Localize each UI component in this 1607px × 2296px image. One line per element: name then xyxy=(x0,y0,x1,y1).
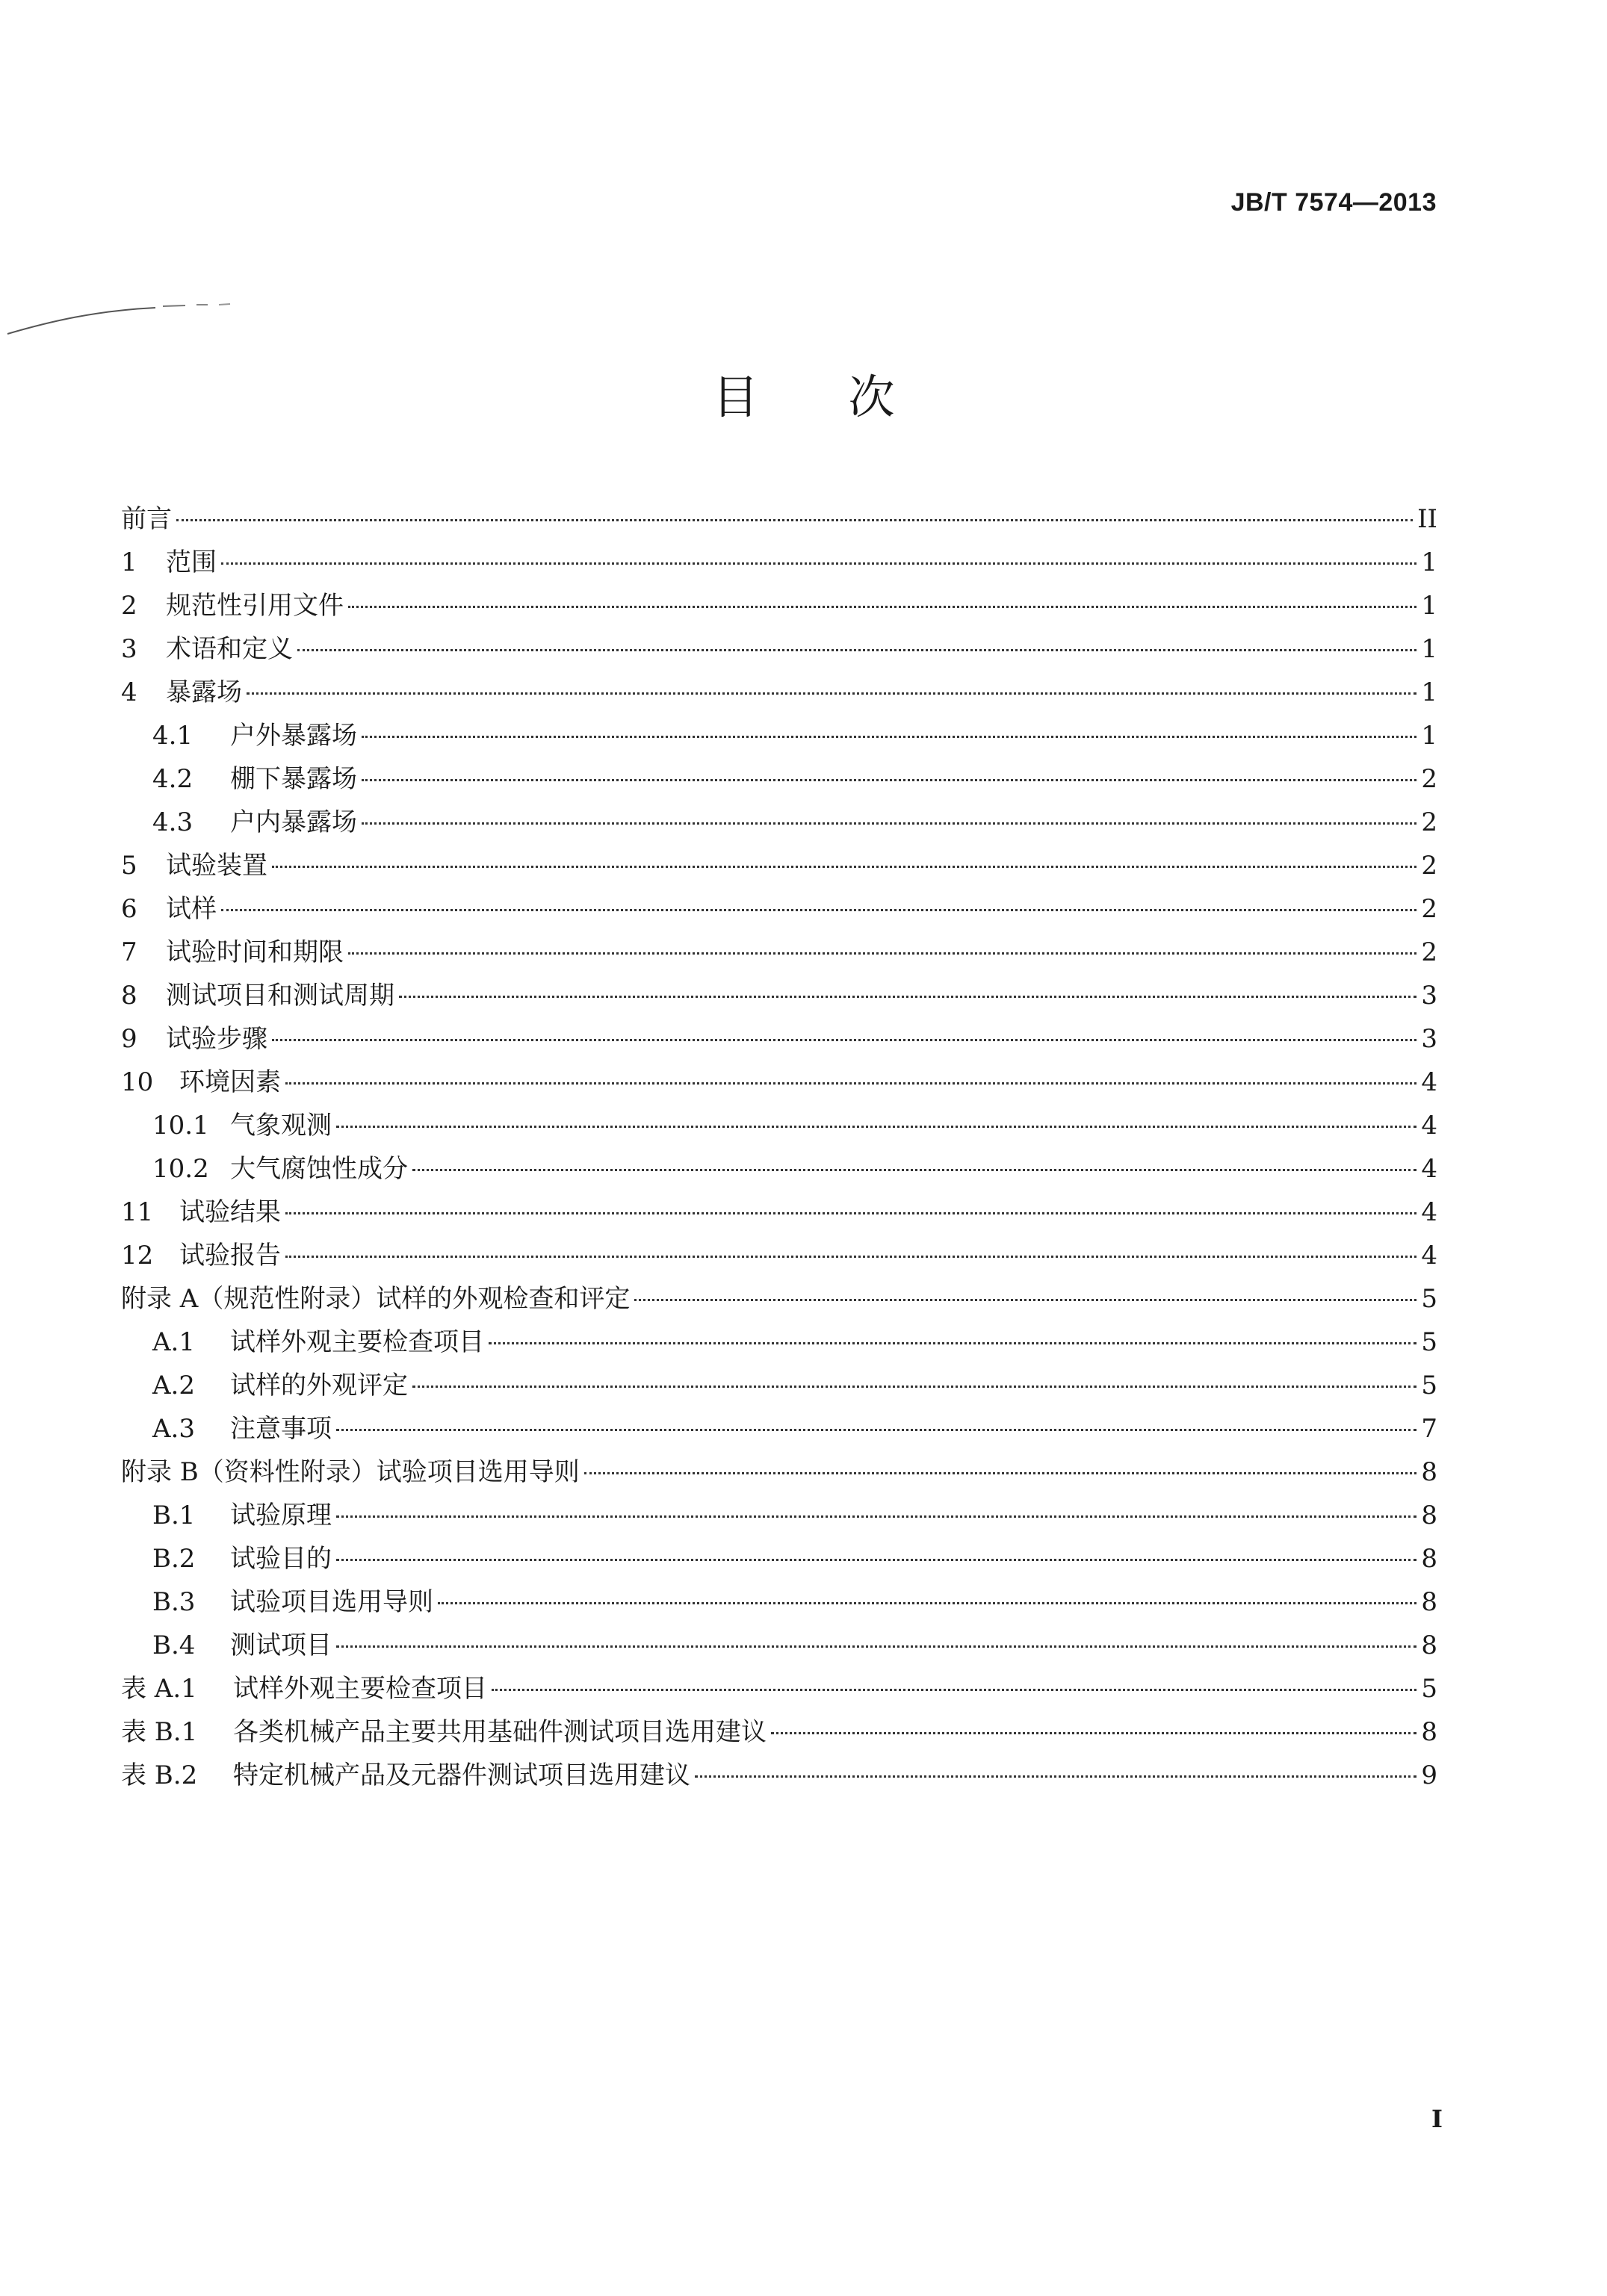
toc-entry-title: 前言 xyxy=(121,504,172,534)
toc-entry-title: 试验步骤 xyxy=(166,1024,267,1054)
toc-entry-page: 4 xyxy=(1421,1111,1437,1141)
toc-dot-leader xyxy=(634,1299,1416,1301)
toc-entry[interactable] xyxy=(121,714,1437,757)
toc-dot-leader xyxy=(272,866,1416,868)
toc-entry-page: 2 xyxy=(1421,851,1437,881)
toc-entry-page: 8 xyxy=(1421,1501,1437,1530)
toc-entry-title: 试验目的 xyxy=(230,1544,332,1574)
toc-entry-title: 规范性引用文件 xyxy=(166,591,344,621)
toc-entry-title: 试验项目选用导则 xyxy=(230,1587,433,1617)
toc-entry-number: 11 xyxy=(121,1197,154,1227)
toc-entry[interactable] xyxy=(121,1580,1437,1624)
toc-entry-page: 2 xyxy=(1421,894,1437,924)
toc-dot-leader xyxy=(399,996,1416,998)
toc-dot-leader xyxy=(348,952,1416,955)
toc-entry-page: 1 xyxy=(1421,547,1437,577)
page-number: I xyxy=(1431,2105,1443,2133)
toc-entry[interactable] xyxy=(121,1624,1437,1667)
toc-entry-number: A.2 xyxy=(152,1371,195,1400)
toc-entry-title: 大气腐蚀性成分 xyxy=(230,1154,408,1184)
toc-entry[interactable] xyxy=(121,1191,1437,1234)
toc-entry-page: II xyxy=(1417,504,1437,534)
toc-entry-title: 试样 xyxy=(166,894,217,924)
toc-entry[interactable] xyxy=(121,974,1437,1017)
toc-entry-title: 附录 B（资料性附录）试验项目选用导则 xyxy=(121,1457,580,1487)
toc-dot-leader xyxy=(362,779,1416,781)
toc-entry-number: 7 xyxy=(121,937,137,967)
toc-entry-title: 测试项目和测试周期 xyxy=(166,981,394,1011)
toc-entry-page: 4 xyxy=(1421,1241,1437,1270)
toc-entry-number: 表 B.2 xyxy=(121,1760,198,1790)
toc-dot-leader xyxy=(297,649,1416,651)
toc-entry-number: 10 xyxy=(121,1067,154,1097)
toc-entry[interactable] xyxy=(121,1494,1437,1537)
toc-entry[interactable] xyxy=(121,844,1437,887)
toc-entry-number: 6 xyxy=(121,894,137,924)
toc-entry-number: B.1 xyxy=(152,1501,196,1530)
toc-dot-leader xyxy=(362,736,1416,738)
toc-entry-number: 表 A.1 xyxy=(121,1674,197,1704)
toc-dot-leader xyxy=(771,1732,1416,1734)
toc-entry-number: 3 xyxy=(121,634,137,664)
toc-entry[interactable] xyxy=(121,1407,1437,1450)
toc-dot-leader xyxy=(362,822,1416,825)
toc-entry-title: 试样外观主要检查项目 xyxy=(233,1674,487,1704)
toc-entry-title: 试验原理 xyxy=(230,1501,332,1530)
toc-entry-page: 8 xyxy=(1421,1587,1437,1617)
toc-entry[interactable] xyxy=(121,801,1437,844)
toc-entry-page: 8 xyxy=(1421,1544,1437,1574)
toc-entry-number: B.3 xyxy=(152,1587,196,1617)
toc-dot-leader xyxy=(285,1082,1416,1085)
toc-entry-page: 1 xyxy=(1421,677,1437,707)
toc-entry[interactable] xyxy=(121,1450,1437,1494)
toc-dot-leader xyxy=(285,1212,1416,1214)
toc-entry[interactable] xyxy=(121,1710,1437,1754)
toc-dot-leader xyxy=(221,909,1416,911)
toc-entry[interactable] xyxy=(121,627,1437,671)
toc-entry[interactable] xyxy=(121,931,1437,974)
toc-entry-number: 4.3 xyxy=(152,807,193,837)
toc-entry-title: 试验装置 xyxy=(166,851,267,881)
toc-entry-number: 表 B.1 xyxy=(121,1717,198,1747)
toc-entry-title: 测试项目 xyxy=(230,1631,332,1660)
toc-entry-title: 试验时间和期限 xyxy=(166,937,344,967)
toc-dot-leader xyxy=(584,1472,1417,1474)
toc-entry[interactable] xyxy=(121,584,1437,627)
toc-entry-title: 试验结果 xyxy=(179,1197,281,1227)
toc-entry-title: 户外暴露场 xyxy=(230,721,357,751)
toc-entry-title: 附录 A（规范性附录）试样的外观检查和评定 xyxy=(121,1284,631,1314)
toc-entry-title: 注意事项 xyxy=(230,1414,332,1444)
toc-entry-number: 4.1 xyxy=(152,721,193,751)
toc-entry-page: 8 xyxy=(1421,1457,1437,1487)
toc-entry-number: 2 xyxy=(121,591,137,621)
toc-entry-number: 1 xyxy=(121,547,137,577)
toc-entry-number: B.4 xyxy=(152,1631,196,1660)
toc-dot-leader xyxy=(336,1126,1416,1128)
toc-dot-leader xyxy=(412,1169,1416,1171)
toc-entry-page: 8 xyxy=(1421,1631,1437,1660)
toc-entry[interactable] xyxy=(121,1234,1437,1277)
toc-dot-leader xyxy=(336,1645,1416,1648)
page-title: 目次 xyxy=(712,370,985,424)
toc-entry[interactable] xyxy=(121,1321,1437,1364)
toc-entry-title: 环境因素 xyxy=(179,1067,281,1097)
toc-entry-page: 4 xyxy=(1421,1067,1437,1097)
toc-entry-number: A.3 xyxy=(152,1414,195,1444)
toc-entry-number: 4.2 xyxy=(152,764,193,794)
toc-dot-leader xyxy=(247,692,1416,695)
toc-entry[interactable] xyxy=(121,1667,1437,1710)
toc-entry-page: 5 xyxy=(1421,1674,1437,1704)
toc-entry-number: 10.2 xyxy=(152,1154,209,1184)
toc-entry-number: A.1 xyxy=(152,1327,195,1357)
toc-dot-leader xyxy=(176,519,1413,521)
toc-entry-page: 2 xyxy=(1421,764,1437,794)
toc-entry[interactable] xyxy=(121,1147,1437,1191)
toc-entry-number: 5 xyxy=(121,851,137,881)
toc-entry-page: 2 xyxy=(1421,807,1437,837)
toc-dot-leader xyxy=(438,1602,1416,1604)
document-code: JB/T 7574—2013 xyxy=(1230,188,1437,217)
toc-entry-title: 试验报告 xyxy=(179,1241,281,1270)
toc-entry-title: 暴露场 xyxy=(166,677,242,707)
toc-entry-page: 9 xyxy=(1421,1760,1437,1790)
toc-entry-page: 8 xyxy=(1421,1717,1437,1747)
toc-entry-title: 气象观测 xyxy=(230,1111,332,1141)
toc-entry[interactable] xyxy=(121,1754,1437,1797)
scan-artifact-line xyxy=(6,293,238,338)
toc-entry-page: 3 xyxy=(1421,981,1437,1011)
toc-entry-page: 5 xyxy=(1421,1371,1437,1400)
table-of-contents xyxy=(121,497,1437,1797)
toc-entry-title: 术语和定义 xyxy=(166,634,293,664)
toc-entry-title: 特定机械产品及元器件测试项目选用建议 xyxy=(233,1760,690,1790)
toc-entry-number: 4 xyxy=(121,677,137,707)
toc-dot-leader xyxy=(336,1515,1416,1518)
toc-entry-page: 4 xyxy=(1421,1154,1437,1184)
toc-entry-title: 棚下暴露场 xyxy=(230,764,357,794)
toc-entry-page: 3 xyxy=(1421,1024,1437,1054)
toc-entry[interactable] xyxy=(121,1364,1437,1407)
toc-entry[interactable] xyxy=(121,1104,1437,1147)
toc-dot-leader xyxy=(489,1342,1416,1344)
toc-entry-number: B.2 xyxy=(152,1544,196,1574)
toc-entry-page: 7 xyxy=(1421,1414,1437,1444)
toc-entry[interactable] xyxy=(121,1537,1437,1580)
toc-dot-leader xyxy=(221,562,1416,565)
toc-entry[interactable] xyxy=(121,671,1437,714)
toc-entry[interactable] xyxy=(121,757,1437,801)
toc-entry[interactable] xyxy=(121,1017,1437,1061)
toc-entry-page: 1 xyxy=(1421,591,1437,621)
toc-entry-title: 户内暴露场 xyxy=(230,807,357,837)
toc-entry-page: 5 xyxy=(1421,1284,1437,1314)
toc-entry-number: 9 xyxy=(121,1024,137,1054)
toc-entry-page: 5 xyxy=(1421,1327,1437,1357)
toc-entry-page: 4 xyxy=(1421,1197,1437,1227)
toc-entry[interactable] xyxy=(121,887,1437,931)
toc-dot-leader xyxy=(492,1689,1416,1691)
toc-entry-number: 10.1 xyxy=(152,1111,209,1141)
toc-dot-leader xyxy=(336,1429,1416,1431)
toc-entry[interactable] xyxy=(121,1061,1437,1104)
toc-entry-page: 2 xyxy=(1421,937,1437,967)
toc-dot-leader xyxy=(348,606,1416,608)
toc-dot-leader xyxy=(695,1775,1416,1778)
toc-entry[interactable] xyxy=(121,541,1437,584)
toc-entry-page: 1 xyxy=(1421,721,1437,751)
toc-entry-page: 1 xyxy=(1421,634,1437,664)
toc-entry-number: 12 xyxy=(121,1241,154,1270)
toc-dot-leader xyxy=(336,1559,1416,1561)
toc-entry-title: 试样外观主要检查项目 xyxy=(230,1327,484,1357)
toc-entry-title: 试样的外观评定 xyxy=(230,1371,408,1400)
toc-entry-title: 各类机械产品主要共用基础件测试项目选用建议 xyxy=(233,1717,767,1747)
toc-entry[interactable] xyxy=(121,1277,1437,1321)
toc-entry-title: 范围 xyxy=(166,547,217,577)
toc-dot-leader xyxy=(285,1256,1416,1258)
toc-dot-leader xyxy=(412,1386,1416,1388)
toc-entry-number: 8 xyxy=(121,981,137,1011)
toc-dot-leader xyxy=(272,1039,1416,1041)
toc-entry[interactable] xyxy=(121,497,1437,541)
